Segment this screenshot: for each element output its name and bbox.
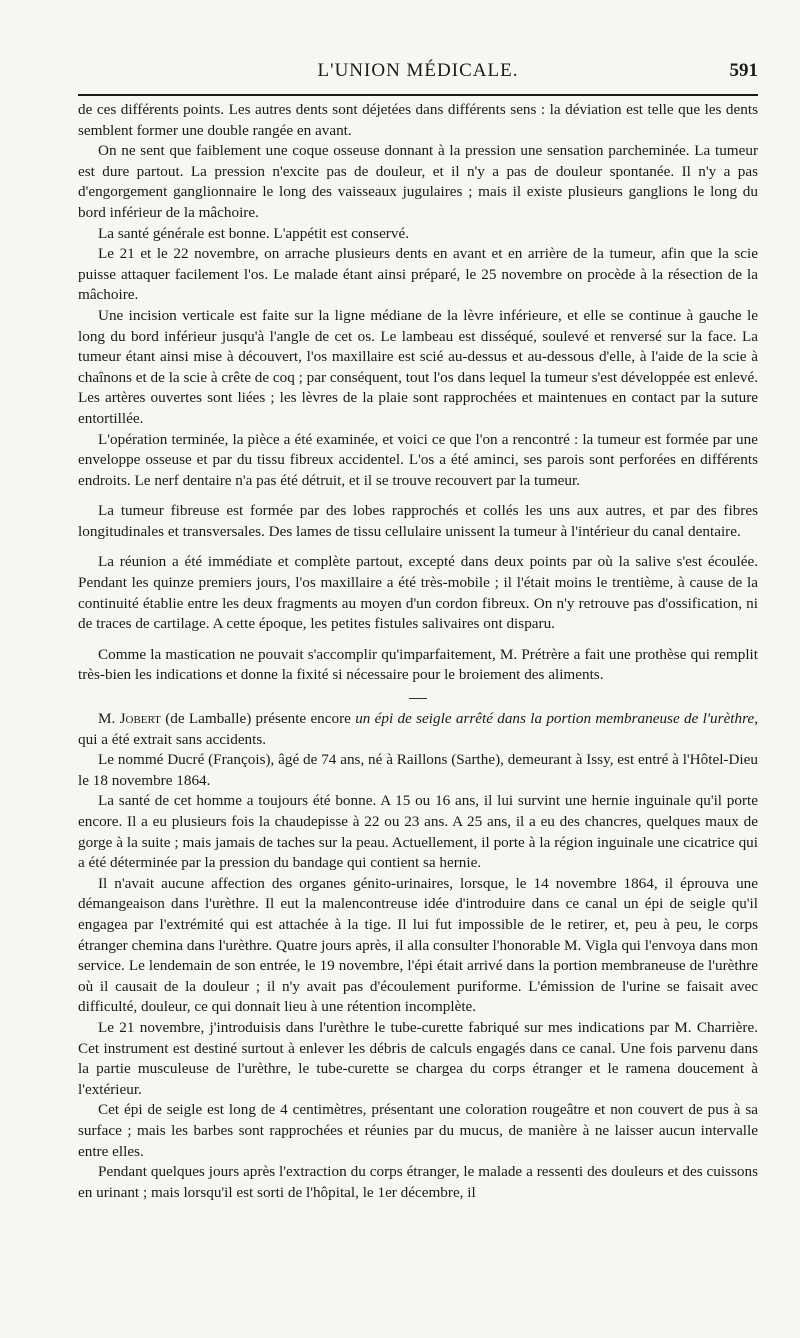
paragraph: L'opération terminée, la pièce a été examinée, et voici ce que l'on a rencontré : la tumeur est formée par une enveloppe osseuse et par du tissu fibreux accidentel. L'os a été aminci, ses parois sont perforées en différents endroits. Le nerf dentaire n'a pas été détruit, et il se trouve recouvert par la tumeur.	[78, 430, 758, 489]
case-title: un épi de seigle arrêté dans la portion membraneuse de l'urèthre	[355, 710, 755, 728]
paragraph: Une incision verticale est faite sur la ligne médiane de la lèvre inférieure, et elle se continue à gauche le long du bord inférieur jusqu'à l'angle de cet os. Le lambeau est disséqué, soulevé et renversé sur la face. La tumeur étant ainsi mise à découvert, l'os maxillaire est scié au-dessus et au-dessous d'elle, à l'aide de la scie à chaînons et de la scie à crête de coq ; par conséquent, tout l'os dans lequel la tumeur s'est développée est enlevé. Les artères ouvertes sont liées ; les lèvres de la plaie sont rapprochées et maintenues en contact par la suture entortillée.	[78, 306, 758, 427]
paragraph: Il n'avait aucune affection des organes génito-urinaires, lorsque, le 14 novembre 1864, il éprouva une démangeaison dans l'urèthre. Il eut la malencontreuse idée d'introduire dans ce canal un épi de seigle qu'il engagea par l'extrémité qui est attachée à la tige. Il lui fut impossible de le retirer, et, peu à peu, le corps étranger chemina dans l'urèthre. Quatre jours après, il alla consulter l'honorable M. Vigla qui l'envoya dans mon service. Le lendemain de son entrée, le 19 novembre, l'épi était arrivé dans la portion membraneuse de l'urèthre où il causait de la douleur ; il n'y avait pas d'écoulement puriforme. L'émission de l'urine se faisait avec difficulté, douleur, ce qui donnait lieu à une rétention incomplète.	[78, 874, 758, 1016]
running-head	[78, 58, 758, 88]
section-separator	[409, 698, 427, 699]
lead-text: (de Lamballe) présente encore	[160, 710, 356, 728]
page	[78, 58, 758, 1203]
paragraph: Le 21 et le 22 novembre, on arrache plusieurs dents en avant et en arrière de la tumeur, afin que la scie puisse attaquer facilement l'os. Le malade étant ainsi préparé, le 25 novembre on procède à la résection de la mâchoire.	[78, 245, 758, 304]
paragraph: On ne sent que faiblement une coque osseuse donnant à la pression une sensation parcheminée. La tumeur est dure partout. La pression n'excite pas de douleur, et il n'y a pas de douleur spontanée. Il n'y a pas d'engorgement ganglionnaire le long des vaisseaux jugulaires ; mais il existe plusieurs ganglions le long du bord inférieur de la mâchoire.	[78, 142, 758, 221]
page-number: 591	[729, 60, 758, 81]
paragraph: de ces différents points. Les autres dents sont déjetées dans différents sens : la déviation est telle que les dents semblent former une double rangée en avant.	[78, 101, 758, 139]
paragraph: Cet épi de seigle est long de 4 centimètres, présentant une coloration rougeâtre et non couvert de pus à sa surface ; mais les barbes sont rapprochées et réunies par du mucus, de manière à ne laisser aucun intervalle entre elles.	[78, 1101, 758, 1160]
article-body	[78, 100, 758, 1203]
header-rule	[78, 94, 758, 96]
journal-title: L'UNION MÉDICALE.	[317, 60, 519, 81]
paragraph: La réunion a été immédiate et complète partout, excepté dans deux points par où la salive s'est écoulée. Pendant les quinze premiers jours, l'os maxillaire a été très-mobile ; il l'était moins le trentième, à cause de la continuité établie entre les deux fragments au moyen d'un cordon fibreux. On n'y retrouve pas d'ossification, ni de traces de cartilage. A cette époque, les petites fistules salivaires ont disparu.	[78, 553, 758, 633]
paragraph: La santé générale est bonne. L'appétit est conservé.	[98, 224, 409, 242]
paragraph: Le nommé Ducré (François), âgé de 74 ans, né à Raillons (Sarthe), demeurant à Issy, est entré à l'Hôtel-Dieu le 18 novembre 1864.	[78, 751, 758, 789]
paragraph: Comme la mastication ne pouvait s'accomplir qu'imparfaitement, M. Prétrère a fait une prothèse qui remplit très-bien les indications et donne la fixité si nécessaire pour le broiement des aliments.	[78, 645, 758, 684]
paragraph: Le 21 novembre, j'introduisis dans l'urèthre le tube-curette fabriqué sur mes indications par M. Charrière. Cet instrument est destiné surtout à enlever les débris de calculs engagés dans ce canal. Une fois parvenu dans la partie musculeuse de l'urèthre, le tube-curette se chargea du corps étranger et le ramena doucement à l'extérieur.	[78, 1018, 758, 1098]
paragraph: La tumeur fibreuse est formée par des lobes rapprochés et collés les uns aux autres, et par des fibres longitudinales et transversales. Des lames de tissu cellulaire unissent la tumeur à l'intérieur du canal dentaire.	[78, 502, 758, 540]
author-name: M. Jobert	[98, 710, 161, 728]
section-lead	[78, 709, 758, 750]
paragraph: La santé de cet homme a toujours été bonne. A 15 ou 16 ans, il lui survint une hernie inguinale qu'il porte encore. Il a eu plusieurs fois la chaudepisse à 22 ou 23 ans. A 25 ans, il a eu des chancres, quelques maux de gorge à la suite ; mais jamais de taches sur la peau. Actuellement, il porte à la région inguinale une cicatrice qui a été déterminée par la pression du bandage qui contient sa hernie.	[78, 792, 758, 872]
lead-tail: , qui a été extrait sans accidents.	[78, 710, 759, 748]
paragraph: Pendant quelques jours après l'extraction du corps étranger, le malade a ressenti des douleurs et des cuissons en urinant ; mais lorsqu'il est sorti de l'hôpital, le 1er décembre, il	[78, 1163, 758, 1201]
